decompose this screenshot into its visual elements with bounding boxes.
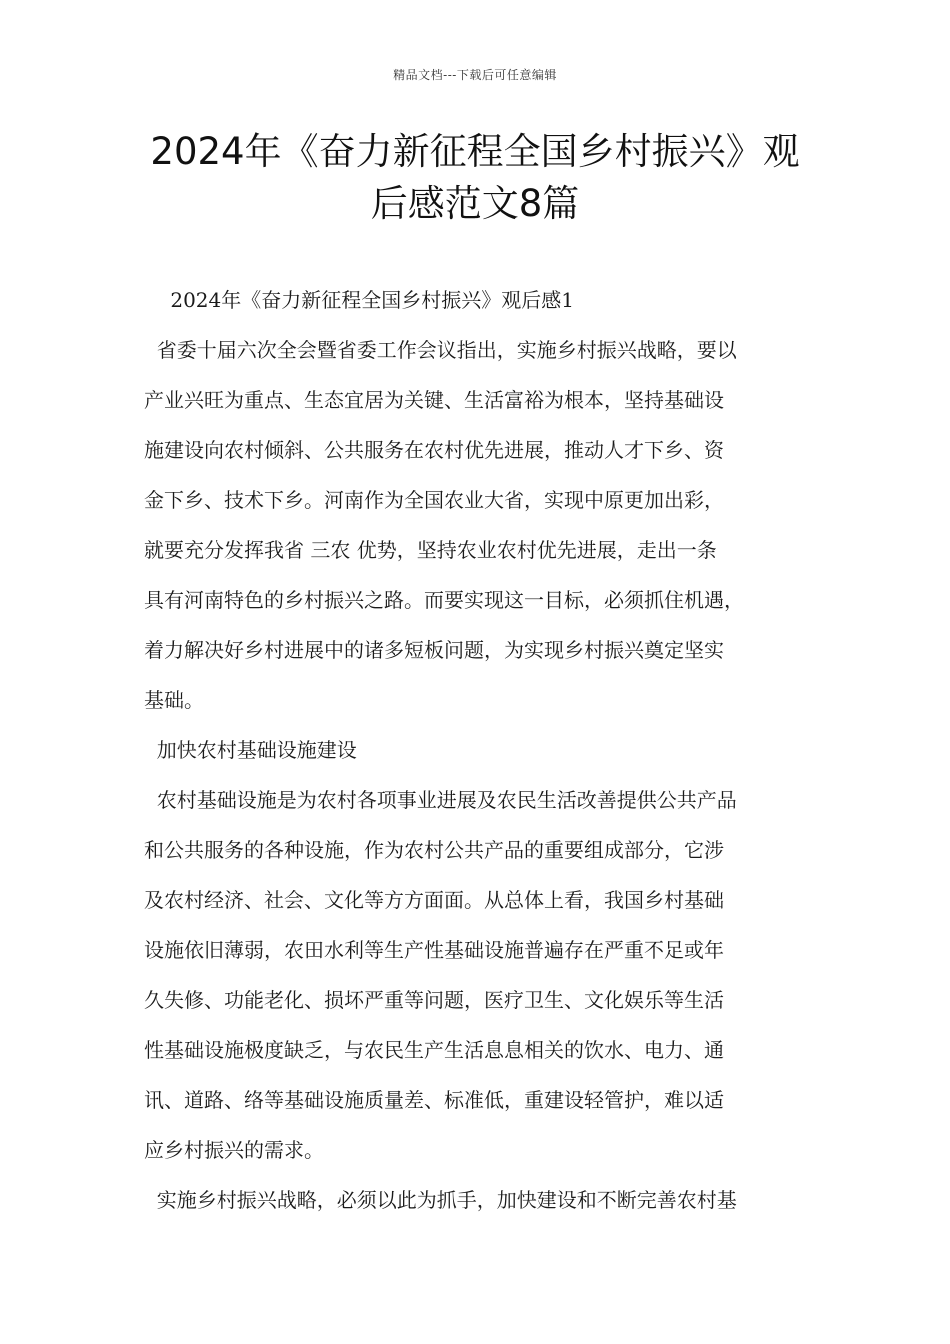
body-line: 实施乡村振兴战略，必须以此为抓手，加快建设和不断完善农村基 [144, 1188, 737, 1212]
body-line: 农村基础设施是为农村各项事业进展及农民生活改善提供公共产品 [144, 788, 737, 812]
body-line: 应乡村振兴的需求。 [144, 1138, 324, 1162]
body-line: 性基础设施极度缺乏，与农民生产生活息息相关的饮水、电力、通 [144, 1038, 724, 1062]
body-line: 和公共服务的各种设施，作为农村公共产品的重要组成部分，它涉 [144, 838, 724, 862]
body-line: 2024年《奋力新征程全国乡村振兴》观后感1 [144, 288, 574, 312]
body-line: 及农村经济、社会、文化等方方面面。从总体上看，我国乡村基础 [144, 888, 724, 912]
body-line: 施建设向农村倾斜、公共服务在农村优先进展，推动人才下乡、资 [144, 438, 724, 462]
title-line-2: 后感范文8篇 [370, 182, 580, 225]
body-line: 金下乡、技术下乡。河南作为全国农业大省，实现中原更加出彩， [144, 488, 724, 512]
body-line: 就要充分发挥我省 三农 优势，坚持农业农村优先进展，走出一条 [144, 538, 717, 562]
document-title [130, 126, 820, 230]
header-note: 精品文档---下载后可任意编辑 [393, 68, 557, 82]
body-line: 基础。 [144, 688, 204, 712]
body-line: 设施依旧薄弱，农田水利等生产性基础设施普遍存在严重不足或年 [144, 938, 724, 962]
document-body [144, 282, 834, 1232]
body-line: 久失修、功能老化、损坏严重等问题，医疗卫生、文化娱乐等生活 [144, 988, 724, 1012]
body-line: 省委十届六次全会暨省委工作会议指出，实施乡村振兴战略，要以 [144, 338, 737, 362]
section-heading: 加快农村基础设施建设 [144, 738, 357, 762]
body-line: 产业兴旺为重点、生态宜居为关键、生活富裕为根本，坚持基础设 [144, 388, 724, 412]
title-line-1: 2024年《奋力新征程全国乡村振兴》观 [150, 130, 800, 173]
body-line: 具有河南特色的乡村振兴之路。而要实现这一目标，必须抓住机遇， [144, 588, 744, 612]
body-line: 着力解决好乡村进展中的诸多短板问题，为实现乡村振兴奠定坚实 [144, 638, 724, 662]
body-line: 讯、道路、络等基础设施质量差、标准低，重建设轻管护，难以适 [144, 1088, 724, 1112]
